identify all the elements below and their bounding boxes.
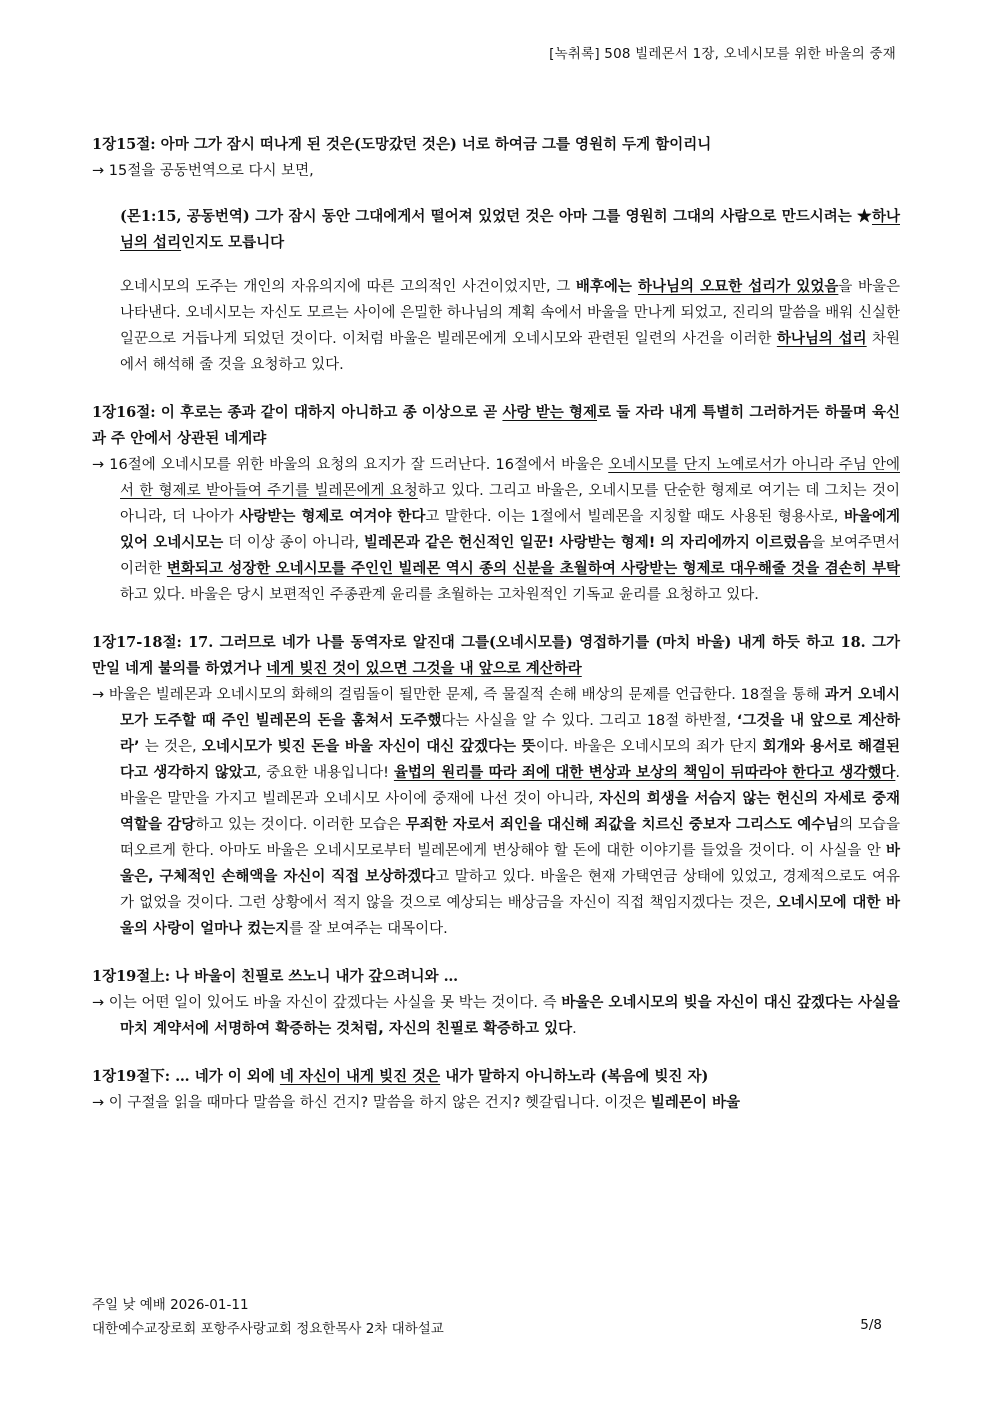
commentary-paragraph bbox=[92, 682, 900, 942]
text-run-emphasis: 오네시모를 단지 노예로서가 아니라 주님 안에서 한 형제로 받아들여 주기를 빌레몬에게 요청 bbox=[120, 457, 900, 499]
text-run: , 중요한 내용입니다! bbox=[256, 765, 394, 781]
page-number: 5/8 bbox=[860, 1317, 882, 1333]
text-run-bold: 오네시모에 대한 바울의 사랑이 얼마나 컸는지 bbox=[120, 895, 901, 937]
text-run: → 이 구절을 읽을 때마다 말씀을 하신 건지? 말씀을 하지 않은 건지? 헷갈립니다. 이것은 bbox=[92, 1095, 651, 1111]
text-run: 를 잘 보여주는 대목이다. bbox=[289, 921, 448, 937]
commentary-paragraph bbox=[92, 990, 900, 1042]
commentary-paragraph bbox=[92, 452, 900, 608]
text-run-bold: 회개와 용서로 해결된다고 생각하지 않았고 bbox=[120, 739, 900, 781]
text-run-emphasis: 하나님의 오묘한 섭리가 있었음 bbox=[638, 279, 839, 295]
commentary-paragraph bbox=[92, 1090, 900, 1116]
text-run: . 바울은 말만을 가지고 빌레몬과 오네시모 사이에 중재에 나선 것이 아니라, bbox=[120, 765, 901, 807]
section-1-17-18 bbox=[92, 630, 900, 942]
text-run: 고 말한다. 이는 1절에서 빌레몬을 지칭할 때도 사용된 형용사로, bbox=[425, 509, 844, 525]
verse-heading: 1장19절上: 나 바울이 친필로 쓰노니 내가 갚으려니와 … bbox=[92, 968, 459, 985]
verse-text: 1장16절: 이 후로는 종과 같이 대하지 아니하고 종 이상으로 곧 bbox=[92, 404, 503, 421]
text-run-bold: 무죄한 자로서 죄인을 대신해 죄값을 치르신 중보자 그리스도 예수님 bbox=[405, 817, 840, 833]
section-1-19-b bbox=[92, 1064, 900, 1116]
verse-heading bbox=[92, 1064, 900, 1090]
quote-text: (몬1:15, 공동번역) 그가 잠시 동안 그대에게서 떨어져 있었던 것은 아마 그를 영원히 그대의 사람으로 만드시려는 ★ bbox=[120, 208, 872, 225]
document-body bbox=[92, 132, 900, 1138]
footer-date: 주일 낮 예배 2026-01-11 bbox=[92, 1297, 249, 1313]
text-run-bold: 바울은 오네시모의 빚을 자신이 대신 갚겠다는 사실을 마치 계약서에 서명하여 확증하는 것처럼, 자신의 친필로 확증하고 있다 bbox=[120, 995, 900, 1037]
text-run: 이다. 바울은 오네시모의 죄가 단지 bbox=[535, 739, 763, 755]
text-run-emphasis: 변화되고 성장한 오네시모를 주인인 빌레몬 역시 종의 신분을 초월하여 사랑받는 형제로 대우해줄 것을 겸손히 부탁 bbox=[166, 561, 900, 577]
text-run-bold: 오네시모가 빚진 돈을 바울 자신이 대신 갚겠다는 뜻 bbox=[201, 739, 536, 755]
page-header: [녹취록] 508 빌레몬서 1장, 오네시모를 위한 바울의 중재 bbox=[549, 46, 896, 62]
text-run: 하고 있는 것이다. 이러한 모습은 bbox=[195, 817, 406, 833]
text-run: 하고 있다. 바울은 당시 보편적인 주종관계 윤리를 초월하는 고차원적인 기독교 윤리를 요청하고 있다. bbox=[120, 587, 759, 603]
verse-heading: 1장15절: 아마 그가 잠시 떠나게 된 것은(도망갔던 것은) 너로 하여금 그를 영원히 두게 함이리니 bbox=[92, 136, 712, 153]
text-run: 다는 사실을 알 수 있다. 그리고 18절 하반절, bbox=[441, 713, 737, 729]
text-run: 을 보여주면서 이러한 bbox=[120, 535, 900, 577]
verse-text: 1장19절下: … 네가 이 외에 bbox=[92, 1068, 280, 1085]
footer-church: 대한예수교장로회 포항주사랑교회 정요한목사 2차 대하설교 bbox=[92, 1321, 444, 1337]
text-run: 오네시모의 도주는 개인의 자유의지에 따른 고의적인 사건이었지만, 그 bbox=[120, 279, 576, 295]
commentary-paragraph bbox=[92, 274, 900, 378]
text-run: . bbox=[572, 1021, 577, 1037]
verse-emphasis: 사랑 받는 형제 bbox=[502, 404, 598, 421]
text-run-bold: 빌레몬이 바울 bbox=[650, 1095, 741, 1111]
arrow-intro: → 15절을 공동번역으로 다시 보면, bbox=[92, 163, 314, 179]
text-run: 는 것은, bbox=[139, 739, 202, 755]
text-run: 차원에서 해석해 줄 것을 요청하고 있다. bbox=[120, 331, 900, 373]
text-run-emphasis: 하나님의 섭리 bbox=[776, 331, 867, 347]
text-run-bold: 배후에는 bbox=[575, 279, 639, 295]
page-footer bbox=[92, 1293, 444, 1341]
verse-heading bbox=[92, 630, 900, 682]
quote-block bbox=[92, 204, 900, 256]
verse-text: 내가 말하지 아니하노라 (복음에 빚진 자) bbox=[440, 1068, 709, 1085]
verse-emphasis: 네 자신이 내게 빚진 것은 bbox=[279, 1068, 441, 1085]
text-run: → 바울은 빌레몬과 오네시모의 화해의 걸림돌이 될만한 문제, 즉 물질적 손해 배상의 문제를 언급한다. 18절을 통해 bbox=[92, 687, 825, 703]
text-run-bold: 바울은, 구체적인 손해액을 자신이 직접 보상하겠다 bbox=[120, 843, 900, 885]
text-run: 하고 있다. 그리고 바울은, 오네시모를 단순한 형제로 여기는 데 그치는 것이 아니라, 더 나아가 bbox=[120, 483, 900, 525]
text-run-bold: 자신의 희생을 서슴지 않는 헌신의 자세로 중재 역할을 감당 bbox=[120, 791, 900, 833]
text-run: → 이는 어떤 일이 있어도 바울 자신이 갚겠다는 사실을 못 박는 것이다. 즉 bbox=[92, 995, 562, 1011]
text-run: → 16절에 오네시모를 위한 바울의 요청의 요지가 잘 드러난다. 16절에서 바울은 bbox=[92, 457, 609, 473]
text-run: 더 이상 종이 아니라, bbox=[223, 535, 364, 551]
text-run-emphasis: 율법의 원리를 따라 죄에 대한 변상과 보상의 책임이 뒤따라야 한다고 생각했다 bbox=[393, 765, 896, 781]
verse-text: 1장17-18절: 17. 그러므로 네가 나를 동역자로 알진대 그를(오네시모를) 영접하기를 (마치 바울) 내게 하듯 하고 18. 그가 만일 네게 불의를 하였거나 bbox=[92, 634, 900, 677]
section-1-16 bbox=[92, 400, 900, 608]
section-1-15 bbox=[92, 132, 900, 378]
quote-text: 인지도 모릅니다 bbox=[181, 234, 285, 251]
text-run: 고 말하고 있다. 바울은 현재 가택연금 상태에 있었고, 경제적으로도 여유가 없었을 것이다. 그런 상황에서 적지 않을 것으로 예상되는 배상금을 자신이 직접 책임지겠다는 것은, bbox=[120, 869, 900, 911]
text-run-bold: ‘그것을 내 앞으로 계산하라’ bbox=[120, 713, 900, 755]
section-1-19-a bbox=[92, 964, 900, 1042]
verse-text: 로 둘 자라 내게 특별히 그러하거든 하물며 육신과 주 안에서 상관된 네게랴 bbox=[92, 404, 901, 447]
quote-emphasis: 하나님의 섭리 bbox=[120, 208, 900, 251]
text-run: 의 모습을 떠오르게 한다. 아마도 바울은 오네시모로부터 빌레몬에게 변상해야 할 돈에 대한 이야기를 들었을 것이다. 이 사실을 안 bbox=[120, 817, 900, 859]
verse-heading bbox=[92, 400, 900, 452]
text-run-bold: 바울에게 있어 오네시모는 bbox=[120, 509, 900, 551]
text-run-bold: 과거 오네시모가 도주할 때 주인 빌레몬의 돈을 훔쳐서 도주했 bbox=[120, 687, 900, 729]
text-run: 을 바울은 나타낸다. 오네시모는 자신도 모르는 사이에 은밀한 하나님의 계획 속에서 바울을 만나게 되었고, 진리의 말씀을 배워 신실한 일꾼으로 거듭나게 되었던 것이다. 이처럼 바울은 빌레몬에게 오네시모와 관련된 일련의 사건을 이러한 bbox=[120, 279, 901, 347]
verse-emphasis: 네게 빚진 것이 있으면 그것을 내 앞으로 계산하라 bbox=[266, 660, 582, 677]
text-run-bold: 빌레몬과 같은 헌신적인 일꾼! 사랑받는 형제! 의 자리에까지 이르렀음 bbox=[363, 535, 812, 551]
text-run-bold: 사랑받는 형제로 여겨야 한다 bbox=[239, 509, 426, 525]
